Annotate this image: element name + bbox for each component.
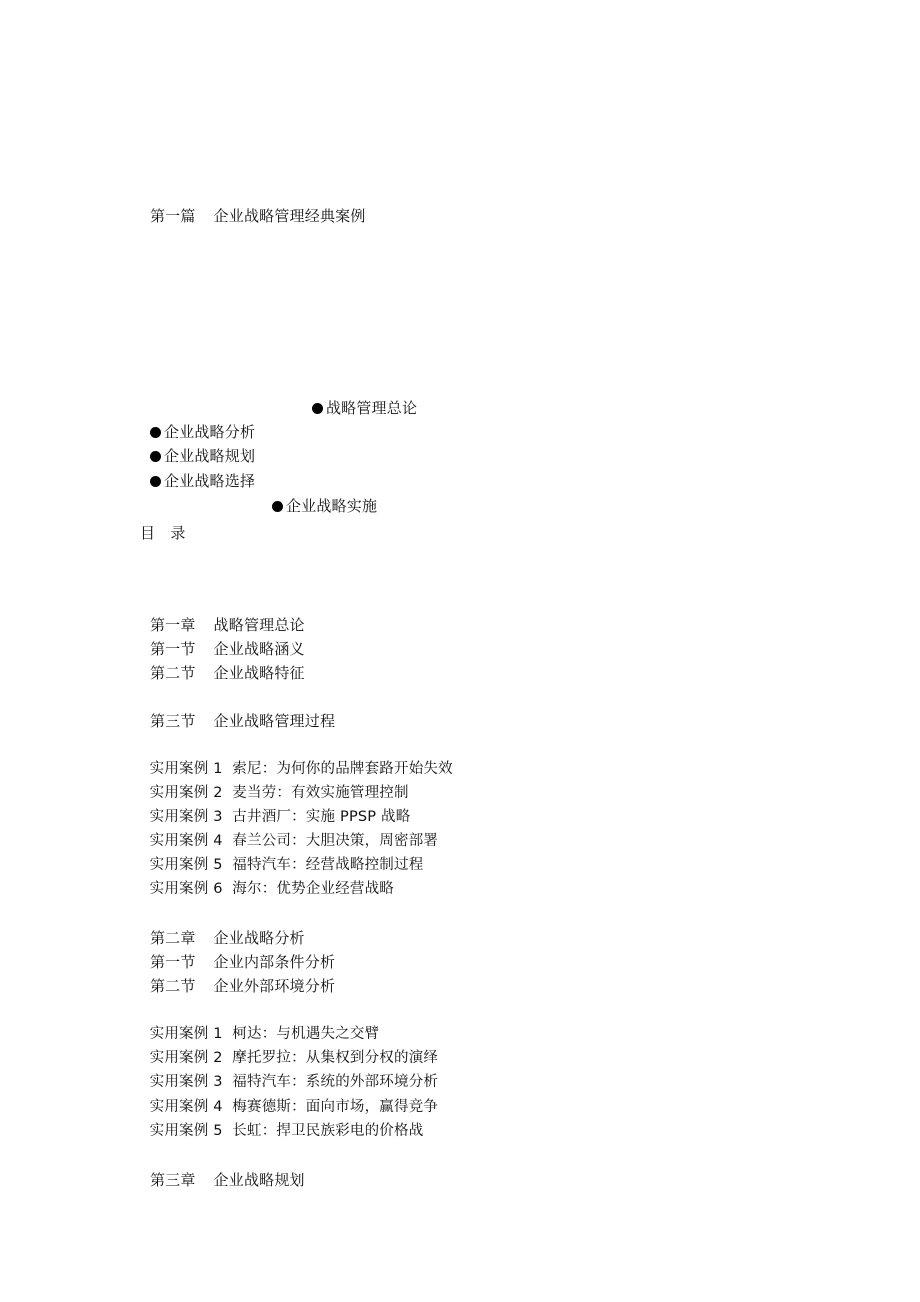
section-entry [140, 956, 336, 995]
part-title [140, 186, 366, 225]
section-title: 企业战略管理过程 [213, 712, 336, 730]
case-label: 实用案例 2 [149, 1050, 223, 1066]
section-label: 第一节 [149, 953, 196, 971]
chapter-label: 第二章 [149, 929, 196, 947]
section-title: 企业外部环境分析 [213, 977, 336, 995]
section-title: 企业内部条件分析 [213, 953, 336, 971]
diagram-item [140, 402, 256, 441]
case-entry [140, 763, 409, 801]
case-title: 麦当劳：有效实施管理控制 [232, 785, 409, 801]
diagram-item-label: 企业战略规划 [163, 447, 256, 465]
case-label: 实用案例 1 [149, 1026, 223, 1042]
section-title: 企业战略特征 [213, 664, 305, 682]
case-entry [140, 859, 394, 897]
section-entry [140, 619, 305, 658]
section-entry [140, 691, 336, 730]
case-title: 海尔：优势企业经营战略 [232, 881, 394, 897]
case-title: 古井酒厂：实施 PPSP 战略 [232, 809, 411, 825]
case-entry [140, 1077, 439, 1115]
chapter-label: 第三章 [149, 1171, 196, 1189]
case-title: 摩托罗拉：从集权到分权的演绎 [232, 1050, 439, 1066]
part-label: 第一篇 [149, 207, 196, 225]
section-label: 第三节 [149, 712, 196, 730]
case-label: 实用案例 1 [149, 761, 223, 777]
section-label: 第一节 [149, 640, 196, 658]
diagram-bottom-item [262, 476, 378, 515]
case-entry [140, 1101, 424, 1139]
chapter-title: 战略管理总论 [213, 616, 305, 634]
case-title: 福特汽车：经营战略控制过程 [232, 857, 424, 873]
bullet-icon [272, 501, 283, 512]
case-entry [140, 1004, 380, 1042]
bullet-icon [150, 476, 161, 487]
case-title: 长虹：捍卫民族彩电的价格战 [232, 1123, 424, 1139]
case-title: 春兰公司：大胆决策，周密部署 [232, 833, 439, 849]
case-entry [140, 811, 439, 849]
diagram-center-label: 战略管理总论 [325, 399, 418, 417]
diagram-item [140, 426, 256, 465]
section-entry [140, 643, 305, 682]
section-title: 企业战略涵义 [213, 640, 305, 658]
chapter-title: 企业战略分析 [213, 929, 305, 947]
case-title: 梅赛德斯：面向市场，赢得竞争 [232, 1099, 439, 1115]
chapter-heading [140, 595, 305, 634]
case-label: 实用案例 4 [149, 1099, 223, 1115]
case-label: 实用案例 4 [149, 833, 223, 849]
case-entry [140, 1052, 439, 1090]
case-label: 实用案例 5 [149, 1123, 223, 1139]
case-entry [140, 835, 424, 873]
chapter-heading [140, 908, 305, 947]
case-title: 柯达：与机遇失之交臂 [232, 1026, 380, 1042]
section-entry [140, 932, 336, 971]
case-title: 福特汽车：系统的外部环境分析 [232, 1074, 439, 1090]
case-entry [140, 787, 411, 825]
toc-heading: 目 录 [140, 524, 186, 542]
case-entry [140, 739, 453, 777]
section-label: 第二节 [149, 977, 196, 995]
chapter-label: 第一章 [149, 616, 196, 634]
case-title: 索尼：为何你的品牌套路开始失效 [232, 761, 453, 777]
case-label: 实用案例 5 [149, 857, 223, 873]
case-label: 实用案例 3 [149, 1074, 223, 1090]
case-label: 实用案例 2 [149, 785, 223, 801]
case-label: 实用案例 3 [149, 809, 223, 825]
diagram-item [140, 451, 256, 490]
diagram-bottom-label: 企业战略实施 [285, 497, 378, 515]
chapter-heading [140, 1150, 305, 1189]
chapter-title: 企业战略规划 [213, 1171, 305, 1189]
case-entry [140, 1028, 439, 1066]
diagram-item-label: 企业战略选择 [163, 472, 256, 490]
diagram-center-item [302, 378, 418, 417]
case-label: 实用案例 6 [149, 881, 223, 897]
diagram-item-label: 企业战略分析 [163, 423, 256, 441]
section-label: 第二节 [149, 664, 196, 682]
bullet-icon [312, 403, 323, 414]
part-title-text: 企业战略管理经典案例 [213, 207, 366, 225]
